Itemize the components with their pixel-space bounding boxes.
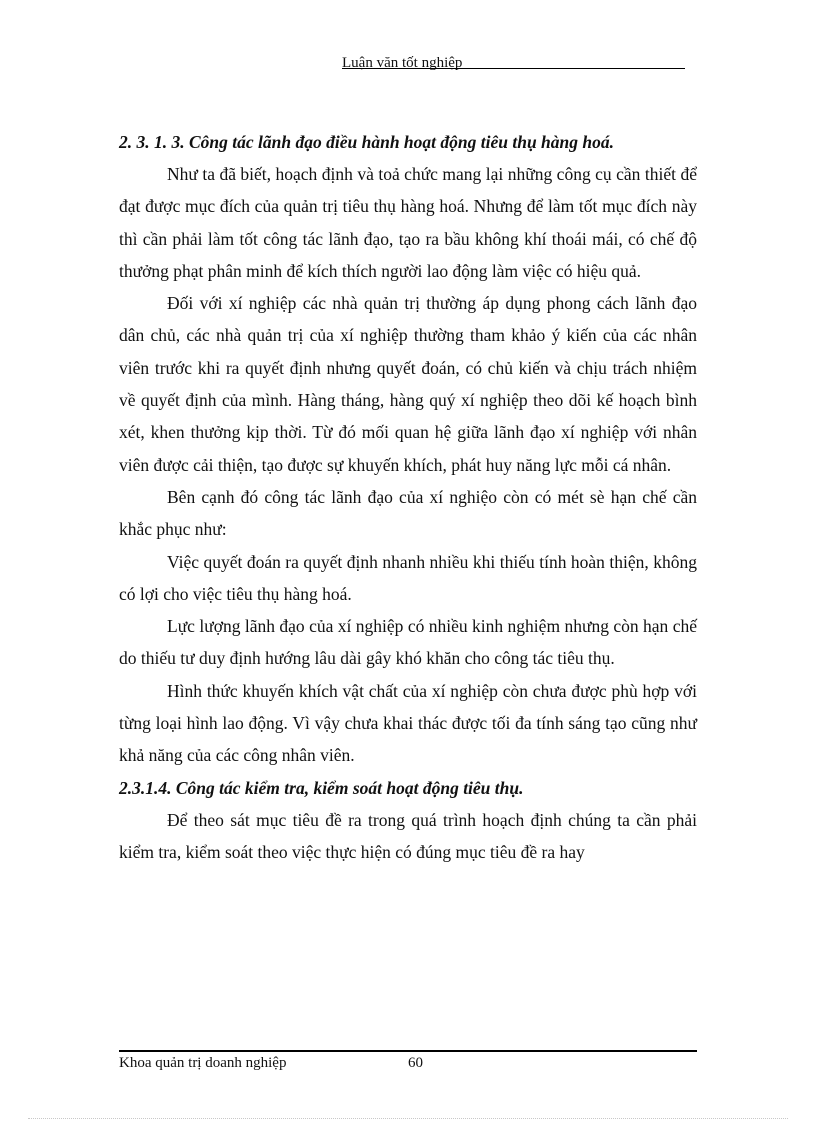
page-edge-divider bbox=[28, 1118, 788, 1119]
section-heading-2-3-1-3: 2. 3. 1. 3. Công tác lãnh đạo điều hành hoạt động tiêu thụ hàng hoá. bbox=[119, 132, 614, 152]
paragraph: Hình thức khuyến khích vật chất của xí nghiệp còn chưa được phù hợp với từng loại hình lao động. Vì vậy chưa khai thác được tối đa tính sáng tạo cũng như khả năng của các công nhân viên. bbox=[119, 680, 697, 766]
paragraph: Như ta đã biết, hoạch định và toả chức mang lại những công cụ cần thiết để đạt được mục đích của quản trị tiêu thụ hàng hoá. Nhưng để làm tốt mục đích này thì cần phải làm tốt công tác lãnh đạo, tạo ra bầu không khí thoái mái, có chế độ thưởng phạt phân minh để kích thích người lao động làm việc có hiệu quả. bbox=[119, 164, 697, 281]
paragraph: Lực lượng lãnh đạo của xí nghiệp có nhiều kinh nghiệm nhưng còn hạn chế do thiếu tư duy định hướng lâu dài gây khó khăn cho công tác tiêu thụ. bbox=[119, 616, 697, 669]
header-rule bbox=[342, 68, 685, 69]
footer-rule bbox=[119, 1050, 697, 1052]
section-heading-2-3-1-4: 2.3.1.4. Công tác kiểm tra, kiểm soát hoạt động tiêu thụ. bbox=[119, 777, 524, 798]
paragraph: Để theo sát mục tiêu đề ra trong quá trình hoạch định chúng ta cần phải kiểm tra, kiểm soát theo việc thực hiện có đúng mục tiêu đề ra hay bbox=[119, 809, 697, 862]
page-number: 60 bbox=[408, 1055, 423, 1071]
header-title: Luận văn tốt nghiệp bbox=[342, 55, 463, 71]
paragraph: Việc quyết đoán ra quyết định nhanh nhiều khi thiếu tính hoàn thiện, không có lợi cho việc tiêu thụ hàng hoá. bbox=[119, 551, 697, 604]
footer-department: Khoa quản trị doanh nghiệp bbox=[119, 1055, 287, 1071]
page-content bbox=[119, 126, 697, 868]
paragraph: Bên cạnh đó công tác lãnh đạo của xí nghiệo còn có mét sè hạn chế cần khắc phục như: bbox=[119, 486, 697, 540]
paragraph: Đối với xí nghiệp các nhà quản trị thường áp dụng phong cách lãnh đạo dân chủ, các nhà quản trị của xí nghiệp thường tham khảo ý kiến của các nhân viên trước khi ra quyết định nhưng quyết đoán, có chủ kiến và chịu trách nhiệm về quyết định của mình. Hàng tháng, hàng quý xí nghiệp theo dõi kế hoạch bình xét, khen thưởng kịp thời. Từ đó mối quan hệ giữa lãnh đạo xí nghiệp với nhân viên được cải thiện, tạo được sự khuyến khích, phát huy năng lực mỗi cá nhân. bbox=[119, 293, 697, 475]
